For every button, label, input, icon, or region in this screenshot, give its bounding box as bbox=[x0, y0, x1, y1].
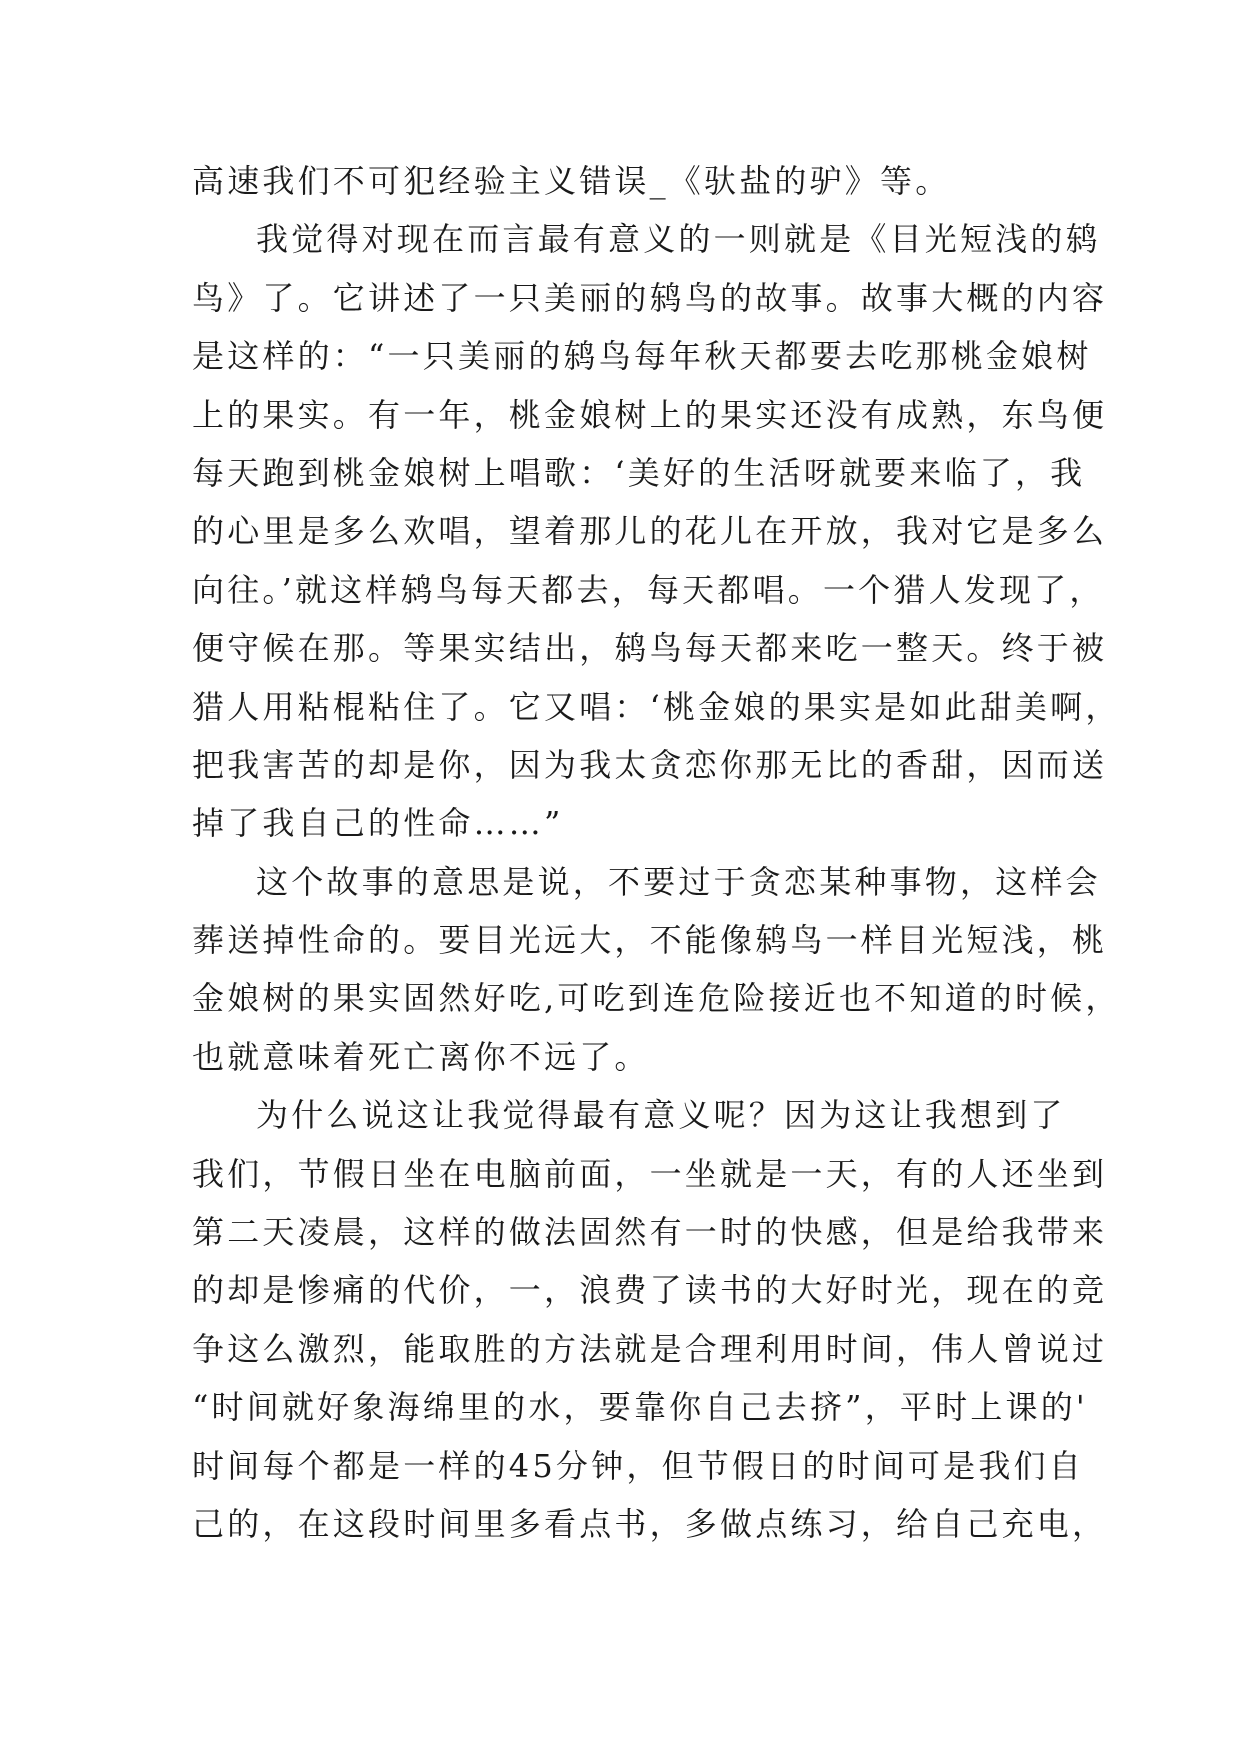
text-line: 己的，在这段时间里多看点书，多做点练习，给自己充电， bbox=[192, 1504, 1108, 1543]
text-line: 猎人用粘棍粘住了。它又唱：‘桃金娘的果实是如此甜美啊， bbox=[192, 687, 1121, 726]
text-line: 高速我们不可犯经验主义错误_《驮盐的驴》等。 bbox=[192, 162, 951, 200]
text-line: 葬送掉性命的。要目光远大，不能像鸫鸟一样目光短浅，桃 bbox=[192, 921, 1108, 960]
text-line: 我们，节假日坐在电脑前面，一坐就是一天，有的人还坐到 bbox=[192, 1154, 1108, 1193]
text-line: 时间每个都是一样的45分钟，但节假日的时间可是我们自 bbox=[192, 1446, 1084, 1485]
text-line: 的却是惨痛的代价，一，浪费了读书的大好时光，现在的竞 bbox=[192, 1271, 1108, 1310]
text-line: 便守候在那。等果实结出，鸫鸟每天都来吃一整天。终于被 bbox=[192, 629, 1108, 668]
text-line: 每天跑到桃金娘树上唱歌：‘美好的生活呀就要来临了，我 bbox=[192, 453, 1086, 492]
text-line: 向往。’就这样鸫鸟每天都去，每天都唱。一个猎人发现了， bbox=[192, 570, 1105, 609]
paragraph-start-line: 为什么说这让我觉得最有意义呢？因为这让我想到了 bbox=[256, 1096, 1066, 1135]
text-line: 掉了我自己的性命……” bbox=[192, 804, 564, 843]
text-line: 金娘树的果实固然好吃,可吃到连危险接近也不知道的时候， bbox=[192, 979, 1121, 1018]
text-line: 鸟》了。它讲述了一只美丽的鸫鸟的故事。故事大概的内容 bbox=[192, 278, 1108, 317]
text-line: 也就意味着死亡离你不远了。 bbox=[192, 1037, 650, 1076]
paragraph-start-line: 我觉得对现在而言最有意义的一则就是《目光短浅的鸫 bbox=[256, 220, 1101, 259]
text-line: 把我害苦的却是你，因为我太贪恋你那无比的香甜，因而送 bbox=[192, 745, 1108, 784]
paragraph-start-line: 这个故事的意思是说，不要过于贪恋某种事物，这样会 bbox=[256, 862, 1101, 901]
text-line: 第二天凌晨，这样的做法固然有一时的快感，但是给我带来 bbox=[192, 1213, 1108, 1252]
text-line: 是这样的：“一只美丽的鸫鸟每年秋天都要去吃那桃金娘树 bbox=[192, 337, 1092, 376]
text-line: “时间就好象海绵里的水，要靠你自己去挤”，平时上课的' bbox=[192, 1388, 1088, 1427]
text-line: 争这么激烈，能取胜的方法就是合理利用时间，伟人曾说过 bbox=[192, 1329, 1108, 1368]
body-text bbox=[192, 152, 1121, 1553]
text-line: 的心里是多么欢唱，望着那儿的花儿在开放，我对它是多么 bbox=[192, 512, 1108, 551]
text-line: 上的果实。有一年，桃金娘树上的果实还没有成熟，东鸟便 bbox=[192, 395, 1108, 434]
